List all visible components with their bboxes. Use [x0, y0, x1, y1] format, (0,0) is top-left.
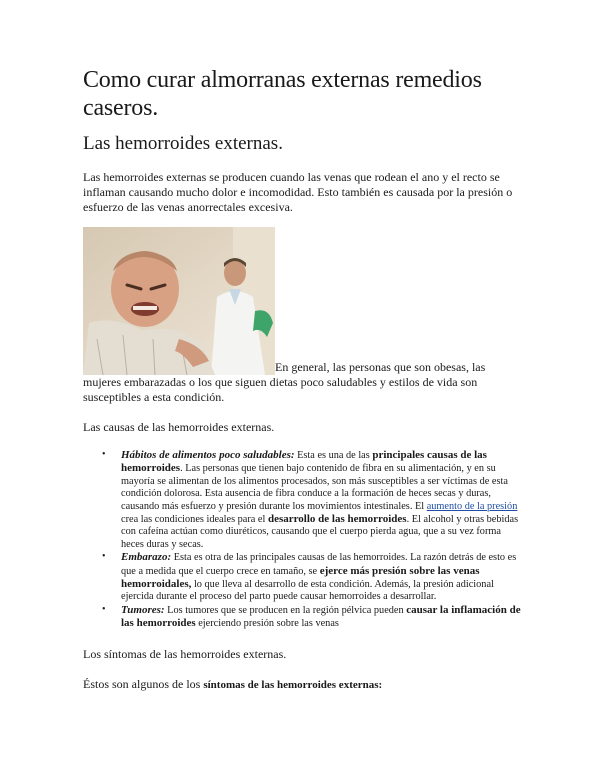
section-heading: Las hemorroides externas. [83, 133, 283, 154]
bullet-icon: • [102, 603, 106, 615]
item-text: . Las personas que tienen bajo contenido de fibra en su alimentación, y en su mayoría se alimentan de los alimentos procesados, son más susceptibles a ser víctimas de esta condición dolorosa. Esta ausencia de fibra conduce a la formación de heces secas y duras, causando más esfuerzo y presión durante los movimientos intestinales. El [121, 463, 508, 512]
item-bold: ejerce más presión sobre las venas hemorroidales, [121, 564, 480, 591]
pressure-link[interactable]: aumento de la presión [426, 500, 518, 512]
item-text: ejerciendo presión sobre las venas [195, 618, 339, 630]
bullet-icon: • [102, 449, 106, 460]
patient-doctor-photo [83, 227, 275, 375]
item-text: . El alcohol y otras bebidas con cafeína actúan como diuréticos, causando que el cuerpo pierda agua, que a su vez forma heces duras y secas. [121, 514, 519, 550]
intro-paragraph: Las hemorroides externas se producen cuando las venas que rodean el ano y el recto se inflaman causando mucho dolor e incomodidad. Esto también es causada por la presión o esfuerzo de las venas anorrectales excesiva. [83, 170, 513, 214]
symptoms-prefix: Éstos son algunos de los [83, 676, 204, 691]
item-lead: Embarazo: [121, 551, 172, 564]
item-text: Los tumores que se producen en la región pélvica pueden [164, 604, 407, 616]
list-item [102, 603, 523, 631]
item-text: Esta es otra de las principales causas de las hemorroides. La razón detrás de esto es que a medida que el cuerpo crece en tamaño, se [121, 552, 517, 577]
item-bold: causar la inflamación de las hemorroides [121, 603, 521, 630]
item-text: crea las condiciones ideales para el [121, 514, 268, 526]
item-lead: Tumores: [121, 603, 165, 616]
item-bold: principales causas de las hemorroides [121, 449, 487, 475]
causes-list [83, 449, 523, 631]
symptoms-heading: Los síntomas de las hemorroides externas. [83, 646, 287, 661]
image-paragraph [83, 227, 523, 405]
item-bold: desarrollo de las hemorroides [267, 513, 407, 526]
item-text: lo que lleva al desarrollo de esta condición. Además, la presión adicional ejercida durante el proceso del parto puede causar hemorroides a desarrollar. [121, 579, 494, 603]
item-lead: Hábitos de alimentos poco saludables: [121, 449, 295, 461]
bullet-icon: • [102, 551, 106, 563]
symptoms-intro [83, 677, 523, 693]
photo-illustration [83, 227, 275, 375]
document-page [83, 66, 523, 693]
image-caption: En general, las personas que son obesas, las mujeres embarazadas o los que siguen dietas poco saludables y estilos de vida son susceptibles a esta condición. [83, 360, 486, 404]
page-title: Como curar almorranas externas remedios caseros. [83, 67, 482, 121]
list-item [102, 449, 523, 551]
item-text: Esta es una de las [294, 450, 373, 461]
symptoms-bold: síntomas de las hemorroides externas: [203, 678, 383, 691]
causes-heading: Las causas de las hemorroides externas. [83, 420, 275, 434]
list-item [102, 551, 523, 604]
